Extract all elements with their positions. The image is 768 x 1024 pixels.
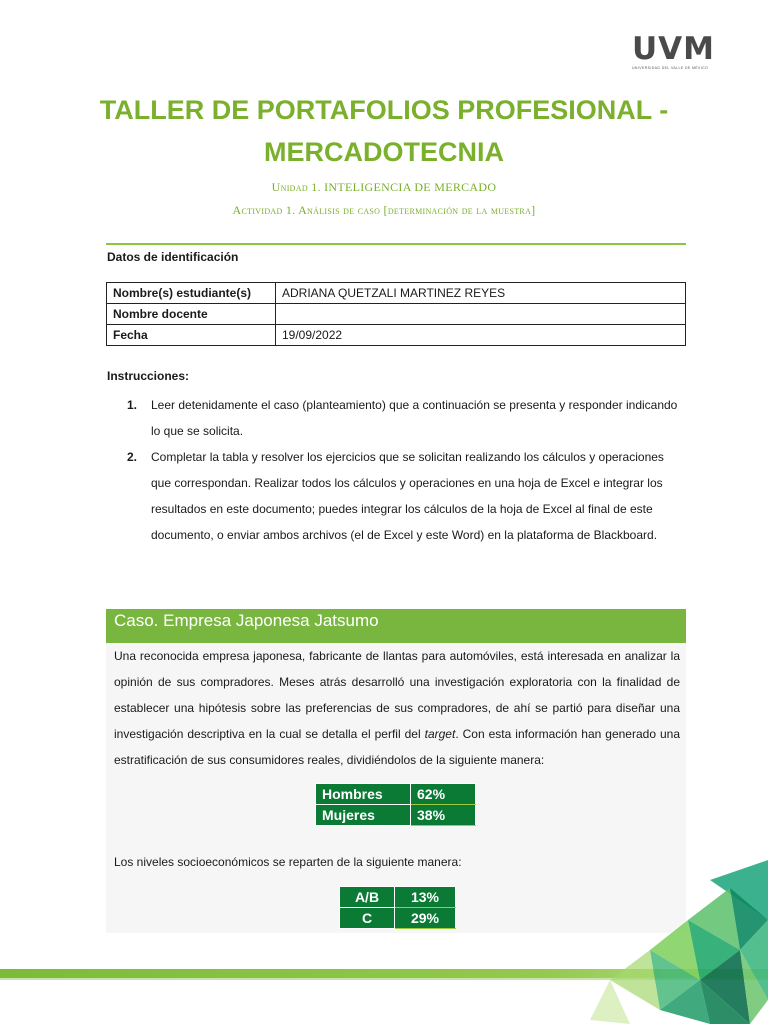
gender-table [315, 783, 476, 826]
gender-label: Hombres [316, 784, 411, 805]
nse-label: C [340, 908, 395, 929]
list-item-number: 2. [127, 450, 138, 464]
list-item-text: Leer detenidamente el caso (planteamiento) que a continuación se presenta y responder indicando lo que se solicita. [151, 398, 678, 438]
nse-value: 13% [395, 887, 456, 908]
nse-intro: Los niveles socioeconómicos se reparten de la siguiente manera: [114, 855, 462, 869]
nse-table [339, 886, 456, 929]
case-title: Caso. Empresa Japonesa Jatsumo [106, 609, 686, 643]
case-paragraph-target: target [424, 727, 456, 741]
identification-table [106, 282, 686, 346]
nse-label: A/B [340, 887, 395, 908]
gender-value: 38% [411, 805, 476, 826]
table-row [340, 908, 456, 929]
date-label: Fecha [107, 325, 276, 346]
teacher-name-value [276, 304, 686, 325]
activity-subtitle: Actividad 1. Análisis de caso [determinación de la muestra] [232, 203, 536, 217]
logo-text: UVM [632, 31, 716, 67]
unit-subtitle: Unidad 1. INTELIGENCIA DE MERCADO [271, 180, 497, 194]
instructions-label: Instrucciones: [107, 369, 190, 383]
logo-subtext: UNIVERSIDAD DEL VALLE DE MÉXICO [632, 66, 709, 70]
list-item-text: Completar la tabla y resolver los ejercicios que se solicitan realizando los cálculos y operaciones que correspondan. Realizar todos los cálculos y operaciones en una hoja de Excel e integrar los resultados en este documento; puedes integrar los cálculos de la hoja de Excel al final de este documento, o enviar ambos archivos (el de Excel y este Word) en la plataforma de Blackboard. [151, 450, 664, 542]
case-paragraph-part1: Una reconocida empresa japonesa, fabricante de llantas para automóviles, está interesada en analizar la opinión de sus compradores. Meses atrás desarrolló una investigación exploratoria con la finalidad de establecer una hipótesis sobre las preferencias de sus compradores, de ahí se partió para diseñar una investigación descriptiva en la cual se detalla el perfil del [114, 649, 680, 741]
table-row [107, 304, 686, 325]
list-item [127, 392, 687, 444]
table-row [107, 325, 686, 346]
table-row [316, 805, 476, 826]
section-divider [106, 243, 686, 245]
gender-value: 62% [411, 784, 476, 805]
identification-label: Datos de identificación [107, 250, 239, 264]
student-name-label: Nombre(s) estudiante(s) [107, 283, 276, 304]
table-row [316, 784, 476, 805]
student-name-value: ADRIANA QUETZALI MARTINEZ REYES [276, 283, 686, 304]
nse-value: 29% [395, 908, 456, 929]
decorative-crystal-graphic [590, 860, 768, 1024]
instructions-list [127, 392, 687, 548]
document-title-line2: MERCADOTECNIA [264, 137, 504, 167]
table-row [107, 283, 686, 304]
list-item-number: 1. [127, 398, 138, 412]
case-paragraph-part2: . Con esta información han generado una estratificación de sus consumidores reales, dividiéndolos de la siguiente manera: [114, 727, 680, 767]
list-item [127, 444, 687, 548]
uvm-logo [632, 31, 722, 74]
gender-label: Mujeres [316, 805, 411, 826]
document-title-line1: TALLER DE PORTAFOLIOS PROFESIONAL - [99, 95, 669, 125]
case-paragraph [114, 643, 680, 773]
date-value: 19/09/2022 [276, 325, 686, 346]
teacher-name-label: Nombre docente [107, 304, 276, 325]
table-row [340, 887, 456, 908]
